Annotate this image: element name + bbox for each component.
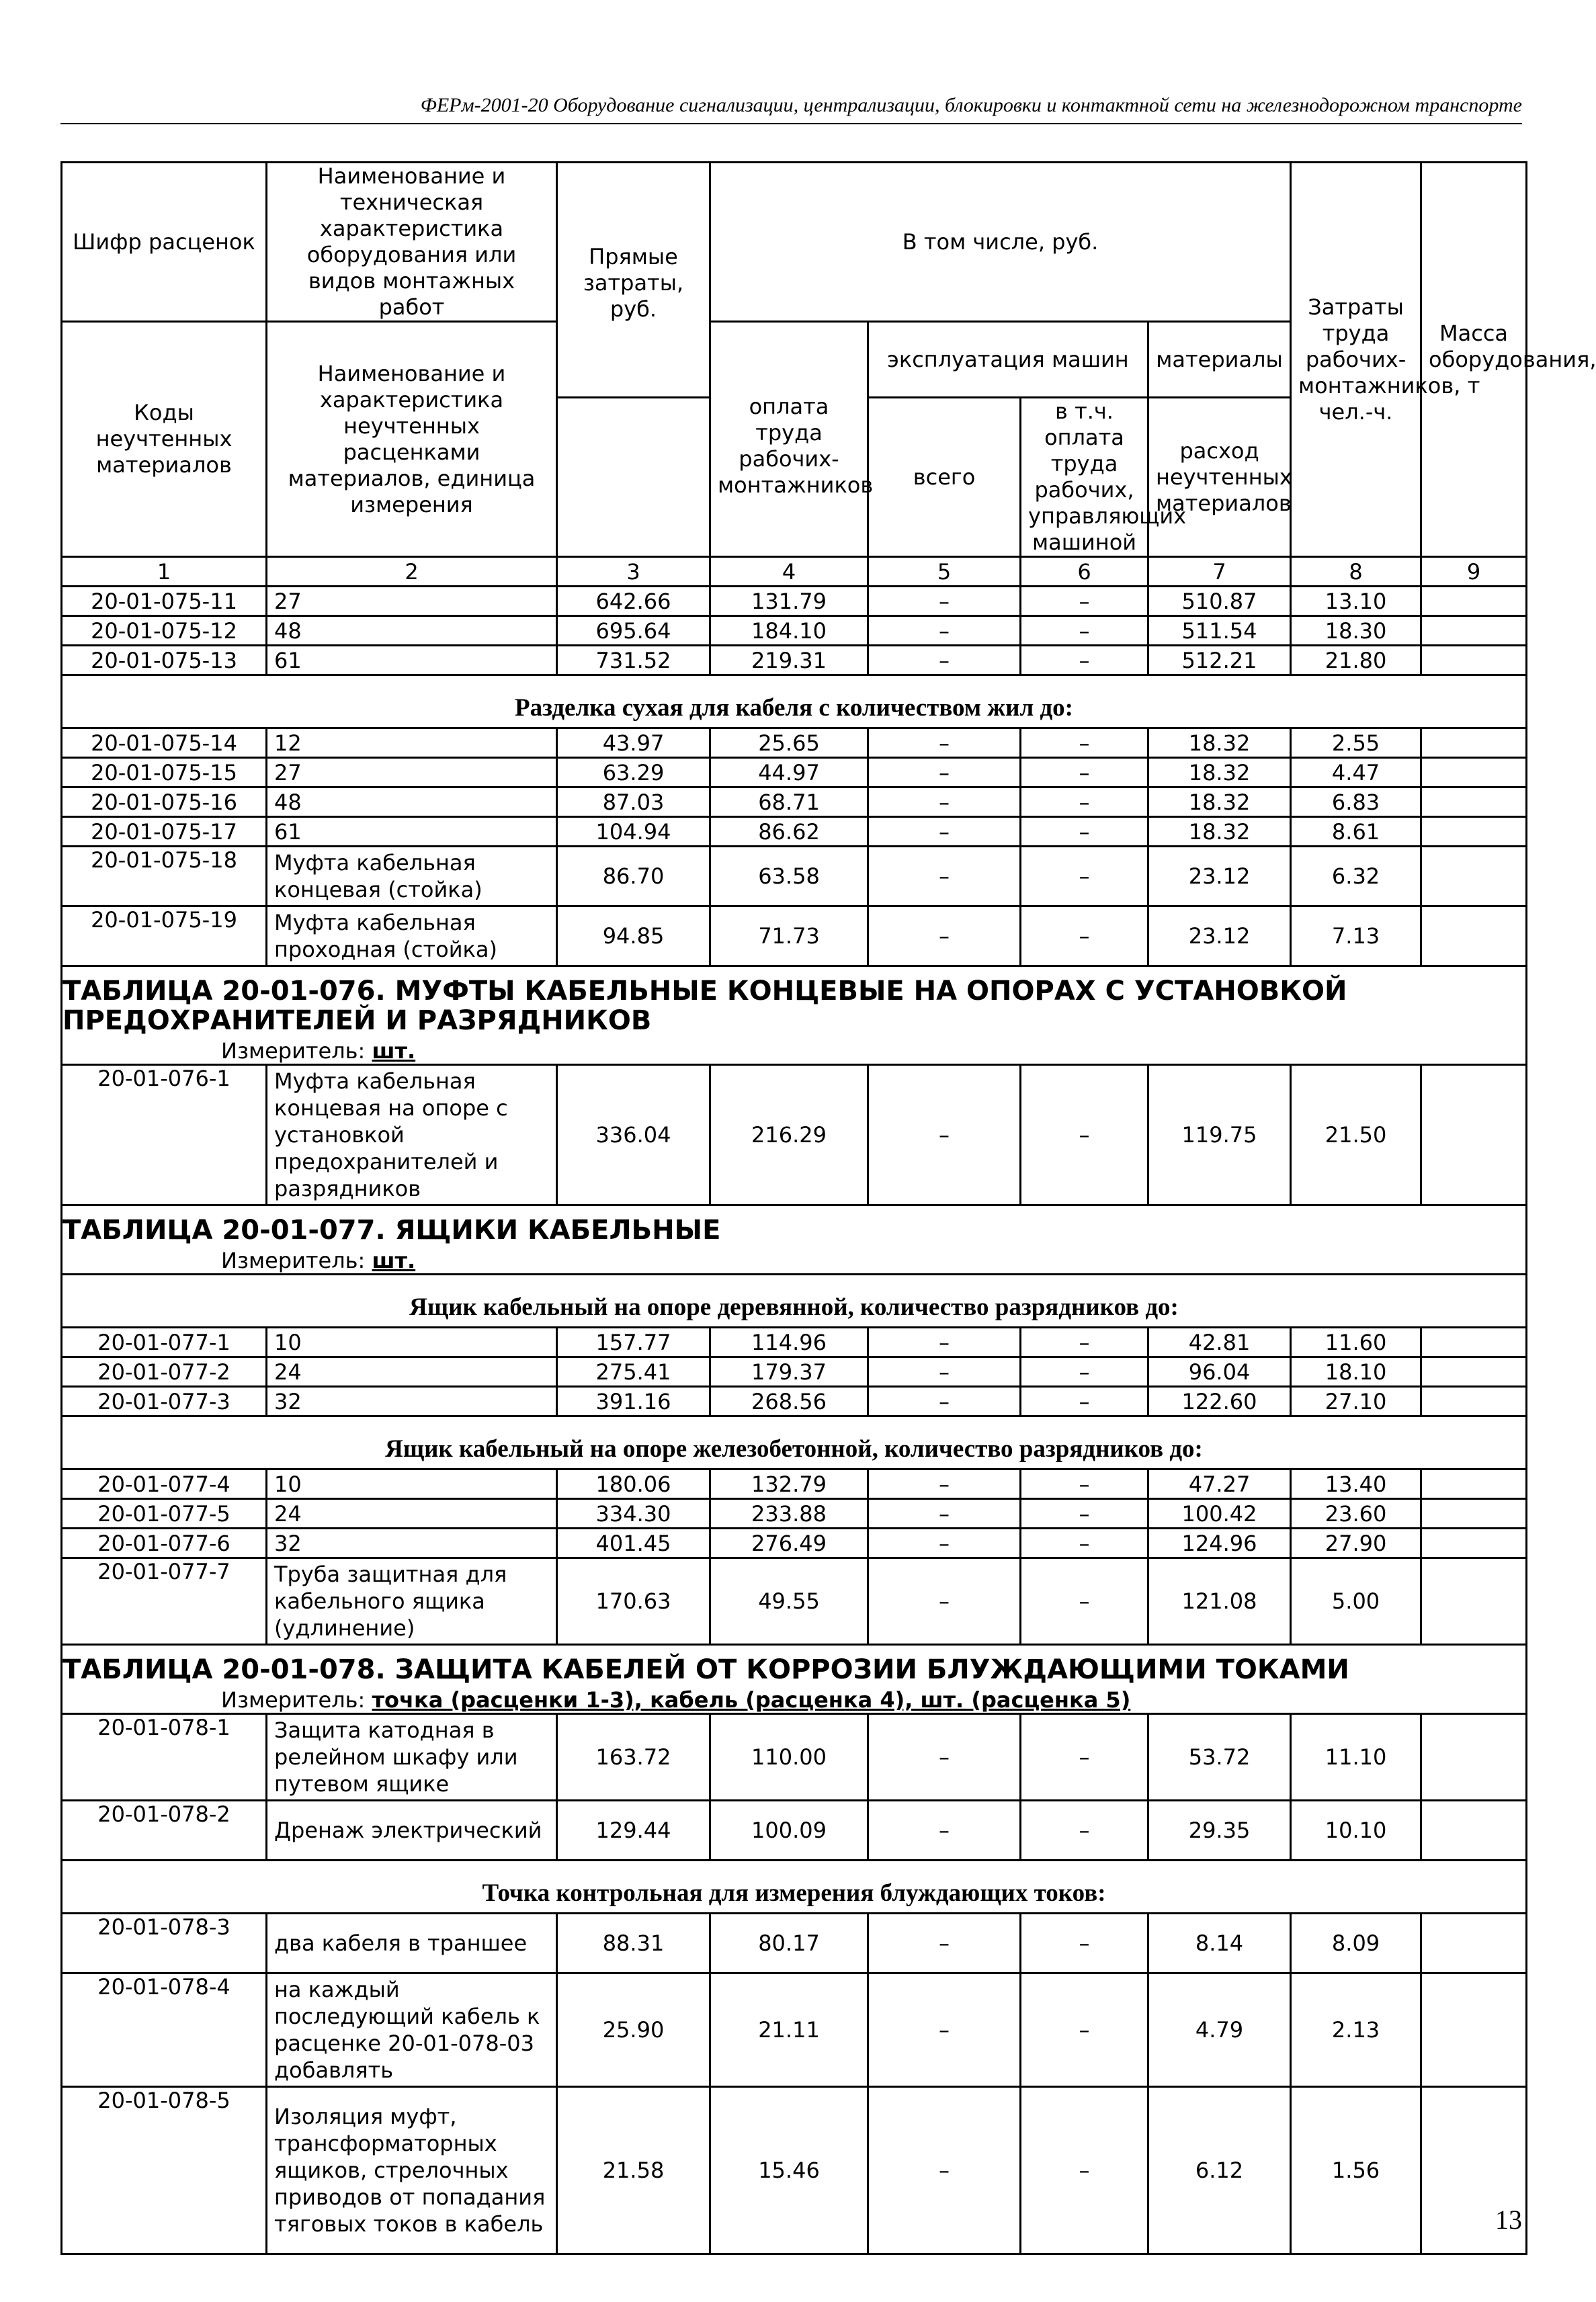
header-machines-total: всего (868, 398, 1021, 557)
machines-total: – (868, 1387, 1021, 1416)
direct-costs: 336.04 (557, 1065, 710, 1205)
materials: 42.81 (1148, 1328, 1291, 1357)
direct-costs: 157.77 (557, 1328, 710, 1357)
direct-costs: 129.44 (557, 1801, 710, 1861)
mass (1421, 1499, 1527, 1529)
direct-costs: 86.70 (557, 847, 710, 906)
wages: 131.79 (710, 587, 868, 616)
rate-code: 20-01-077-1 (62, 1328, 267, 1357)
header-name-materials: Наименование и характеристика неучтенных расценками материалов, единица измерения (267, 322, 557, 557)
item-name: Муфта кабельная проходная (стойка) (267, 906, 557, 966)
col-num: 6 (1021, 557, 1148, 587)
materials: 18.32 (1148, 817, 1291, 847)
wages: 268.56 (710, 1387, 868, 1416)
materials: 512.21 (1148, 646, 1291, 675)
machines-wages: – (1021, 728, 1148, 758)
table-row (62, 1914, 1527, 1973)
mass (1421, 728, 1527, 758)
direct-costs: 88.31 (557, 1914, 710, 1973)
machines-wages: – (1021, 646, 1148, 675)
labor: 4.47 (1291, 758, 1421, 787)
machines-wages: – (1021, 1387, 1148, 1416)
item-name: 10 (267, 1469, 557, 1499)
machines-total: – (868, 1065, 1021, 1205)
header-empty (557, 398, 710, 557)
col-num: 2 (267, 557, 557, 587)
labor: 5.00 (1291, 1558, 1421, 1645)
materials: 510.87 (1148, 587, 1291, 616)
section-title: Ящик кабельный на опоре железобетонной, количество разрядников до: (62, 1416, 1527, 1469)
item-name: Изоляция муфт, трансформаторных ящиков, стрелочных приводов от попадания тяговых токов в кабель (267, 2087, 557, 2254)
item-name: Муфта кабельная концевая на опоре с установкой предохранителей и разрядников (267, 1065, 557, 1205)
machines-total: – (868, 1714, 1021, 1801)
machines-wages: – (1021, 1499, 1148, 1529)
direct-costs: 63.29 (557, 758, 710, 787)
rate-code: 20-01-077-6 (62, 1529, 267, 1558)
item-name: 61 (267, 817, 557, 847)
table-title-row (62, 966, 1527, 1039)
rate-code: 20-01-075-19 (62, 906, 267, 966)
machines-wages: – (1021, 2087, 1148, 2254)
direct-costs: 334.30 (557, 1499, 710, 1529)
wages: 68.71 (710, 787, 868, 817)
materials: 122.60 (1148, 1387, 1291, 1416)
machines-wages: – (1021, 616, 1148, 646)
table-row (62, 1357, 1527, 1387)
mass (1421, 787, 1527, 817)
machines-wages: – (1021, 1973, 1148, 2087)
machines-total: – (868, 847, 1021, 906)
machines-total: – (868, 1499, 1021, 1529)
table-title (62, 1205, 1527, 1248)
item-name: два кабеля в траншее (267, 1914, 557, 1973)
wages: 86.62 (710, 817, 868, 847)
rate-code: 20-01-077-4 (62, 1469, 267, 1499)
machines-wages: – (1021, 847, 1148, 906)
direct-costs: 275.41 (557, 1357, 710, 1387)
measure (62, 1687, 1527, 1714)
table-row (62, 1065, 1527, 1205)
section-row (62, 675, 1527, 728)
header-rule (60, 123, 1522, 124)
header-machines: эксплуатация машин (868, 322, 1148, 398)
mass (1421, 616, 1527, 646)
labor: 11.60 (1291, 1328, 1421, 1357)
item-name: 12 (267, 728, 557, 758)
wages: 179.37 (710, 1357, 868, 1387)
labor: 8.09 (1291, 1914, 1421, 1973)
column-numbers-row (62, 557, 1527, 587)
rate-code: 20-01-077-5 (62, 1499, 267, 1529)
machines-wages: – (1021, 817, 1148, 847)
materials: 8.14 (1148, 1914, 1291, 1973)
direct-costs: 163.72 (557, 1714, 710, 1801)
item-name: 48 (267, 616, 557, 646)
mass (1421, 1973, 1527, 2087)
machines-total: – (868, 758, 1021, 787)
mass (1421, 1529, 1527, 1558)
item-name: Муфта кабельная концевая (стойка) (267, 847, 557, 906)
wages: 21.11 (710, 1973, 868, 2087)
measure-row (62, 1687, 1527, 1714)
machines-wages: – (1021, 587, 1148, 616)
header-labor: Затраты труда рабочих-монтажников, чел.-ч. (1291, 163, 1421, 557)
direct-costs: 642.66 (557, 587, 710, 616)
table-row (62, 1714, 1527, 1801)
machines-wages: – (1021, 758, 1148, 787)
item-name: 24 (267, 1357, 557, 1387)
header-unaccounted-materials: расход неучтенных материалов (1148, 398, 1291, 557)
machines-total: – (868, 616, 1021, 646)
wages: 25.65 (710, 728, 868, 758)
wages: 15.46 (710, 2087, 868, 2254)
rate-code: 20-01-078-1 (62, 1714, 267, 1801)
wages: 100.09 (710, 1801, 868, 1861)
machines-wages: – (1021, 1801, 1148, 1861)
rate-code: 20-01-077-3 (62, 1387, 267, 1416)
item-name: 27 (267, 758, 557, 787)
direct-costs: 401.45 (557, 1529, 710, 1558)
rate-code: 20-01-078-5 (62, 2087, 267, 2254)
table-row (62, 1801, 1527, 1861)
direct-costs: 43.97 (557, 728, 710, 758)
rate-code: 20-01-075-16 (62, 787, 267, 817)
machines-total: – (868, 1914, 1021, 1973)
table-row (62, 2087, 1527, 2254)
rate-code: 20-01-078-3 (62, 1914, 267, 1973)
col-num: 7 (1148, 557, 1291, 587)
mass (1421, 1328, 1527, 1357)
table-title (62, 1645, 1527, 1688)
page-number: 13 (1495, 2205, 1522, 2235)
rate-code: 20-01-076-1 (62, 1065, 267, 1205)
materials: 6.12 (1148, 2087, 1291, 2254)
wages: 80.17 (710, 1914, 868, 1973)
machines-wages: – (1021, 1065, 1148, 1205)
col-num: 4 (710, 557, 868, 587)
table-row (62, 1558, 1527, 1645)
materials: 23.12 (1148, 847, 1291, 906)
machines-total: – (868, 587, 1021, 616)
mass (1421, 1387, 1527, 1416)
rate-code: 20-01-075-13 (62, 646, 267, 675)
labor: 8.61 (1291, 817, 1421, 847)
wages: 114.96 (710, 1328, 868, 1357)
col-num: 5 (868, 557, 1021, 587)
labor: 18.30 (1291, 616, 1421, 646)
mass (1421, 646, 1527, 675)
wages: 184.10 (710, 616, 868, 646)
table-row (62, 1529, 1527, 1558)
table-title-row (62, 1645, 1527, 1688)
header-code-materials: Коды неучтенных материалов (62, 322, 267, 557)
section-row (62, 1861, 1527, 1914)
item-name: 32 (267, 1529, 557, 1558)
mass (1421, 758, 1527, 787)
machines-wages: – (1021, 1529, 1148, 1558)
direct-costs: 94.85 (557, 906, 710, 966)
materials: 119.75 (1148, 1065, 1291, 1205)
table-row (62, 847, 1527, 906)
col-num: 8 (1291, 557, 1421, 587)
direct-costs: 104.94 (557, 817, 710, 847)
item-name: 10 (267, 1328, 557, 1357)
mass (1421, 1558, 1527, 1645)
table-row (62, 1973, 1527, 2087)
labor: 21.80 (1291, 646, 1421, 675)
labor: 11.10 (1291, 1714, 1421, 1801)
section-title: Ящик кабельный на опоре деревянной, количество разрядников до: (62, 1275, 1527, 1328)
item-name: Защита катодная в релейном шкафу или путевом ящике (267, 1714, 557, 1801)
section-row (62, 1416, 1527, 1469)
materials: 23.12 (1148, 906, 1291, 966)
machines-wages: – (1021, 1914, 1148, 1973)
item-name: 48 (267, 787, 557, 817)
table-row (62, 1387, 1527, 1416)
table-row (62, 616, 1527, 646)
direct-costs: 391.16 (557, 1387, 710, 1416)
materials: 18.32 (1148, 758, 1291, 787)
labor: 10.10 (1291, 1801, 1421, 1861)
direct-costs: 695.64 (557, 616, 710, 646)
measure-label: Измеритель: (221, 1038, 366, 1064)
col-num: 1 (62, 557, 267, 587)
machines-wages: – (1021, 1469, 1148, 1499)
machines-total: – (868, 1529, 1021, 1558)
labor: 27.10 (1291, 1387, 1421, 1416)
rate-code: 20-01-075-14 (62, 728, 267, 758)
mass (1421, 817, 1527, 847)
rate-code: 20-01-075-11 (62, 587, 267, 616)
labor: 13.10 (1291, 587, 1421, 616)
materials: 18.32 (1148, 728, 1291, 758)
machines-total: – (868, 817, 1021, 847)
machines-total: – (868, 906, 1021, 966)
measure (62, 1248, 1527, 1275)
wages: 216.29 (710, 1065, 868, 1205)
machines-total: – (868, 2087, 1021, 2254)
direct-costs: 87.03 (557, 787, 710, 817)
wages: 110.00 (710, 1714, 868, 1801)
materials: 29.35 (1148, 1801, 1291, 1861)
materials: 47.27 (1148, 1469, 1291, 1499)
mass (1421, 587, 1527, 616)
table-title-text: ТАБЛИЦА 20-01-078. ЗАЩИТА КАБЕЛЕЙ ОТ КОРРОЗИИ БЛУЖДАЮЩИМИ ТОКАМИ (62, 1654, 1349, 1685)
labor: 6.83 (1291, 787, 1421, 817)
header-direct-costs: Прямые затраты, руб. (557, 163, 710, 398)
rates-table (60, 161, 1596, 2255)
materials: 18.32 (1148, 787, 1291, 817)
machines-total: – (868, 1328, 1021, 1357)
machines-total: – (868, 646, 1021, 675)
section-row (62, 1275, 1527, 1328)
header-mass: Масса оборудования, т (1421, 163, 1527, 557)
header-machines-wages: в т.ч. оплата труда рабочих, управляющих машиной (1021, 398, 1148, 557)
materials: 53.72 (1148, 1714, 1291, 1801)
labor: 2.55 (1291, 728, 1421, 758)
rate-code: 20-01-075-18 (62, 847, 267, 906)
mass (1421, 1714, 1527, 1801)
machines-total: – (868, 1801, 1021, 1861)
direct-costs: 25.90 (557, 1973, 710, 2087)
machines-wages: – (1021, 787, 1148, 817)
header-code: Шифр расценок (62, 163, 267, 322)
item-name: 24 (267, 1499, 557, 1529)
labor: 23.60 (1291, 1499, 1421, 1529)
wages: 219.31 (710, 646, 868, 675)
mass (1421, 1801, 1527, 1861)
machines-total: – (868, 1558, 1021, 1645)
item-name: 61 (267, 646, 557, 675)
table-title (62, 966, 1527, 1039)
machines-total: – (868, 1357, 1021, 1387)
table-row (62, 758, 1527, 787)
measure-value: шт. (372, 1248, 416, 1273)
rate-code: 20-01-077-2 (62, 1357, 267, 1387)
rates-table-container (60, 161, 1596, 2237)
section-title: Точка контрольная для измерения блуждающих токов: (62, 1861, 1527, 1914)
machines-wages: – (1021, 1328, 1148, 1357)
rate-code: 20-01-077-7 (62, 1558, 267, 1645)
rate-code: 20-01-078-4 (62, 1973, 267, 2087)
wages: 49.55 (710, 1558, 868, 1645)
measure-label: Измеритель: (221, 1687, 366, 1713)
header-materials: материалы (1148, 322, 1291, 398)
section-title: Разделка сухая для кабеля с количеством жил до: (62, 675, 1527, 728)
wages: 44.97 (710, 758, 868, 787)
mass (1421, 1469, 1527, 1499)
table-row (62, 787, 1527, 817)
table-title-row (62, 1205, 1527, 1248)
mass (1421, 847, 1527, 906)
wages: 233.88 (710, 1499, 868, 1529)
machines-wages: – (1021, 1558, 1148, 1645)
header-incl: В том числе, руб. (710, 163, 1291, 322)
table-row (62, 1328, 1527, 1357)
rate-code: 20-01-075-17 (62, 817, 267, 847)
mass (1421, 1065, 1527, 1205)
mass (1421, 1357, 1527, 1387)
labor: 13.40 (1291, 1469, 1421, 1499)
running-header: ФЕРм-2001-20 Оборудование сигнализации, централизации, блокировки и контактной сети на железнодорожном транспорте (420, 94, 1522, 116)
labor: 7.13 (1291, 906, 1421, 966)
table-row (62, 587, 1527, 616)
item-name: 27 (267, 587, 557, 616)
labor: 18.10 (1291, 1357, 1421, 1387)
measure-row (62, 1248, 1527, 1275)
table-title-text: ТАБЛИЦА 20-01-076. МУФТЫ КАБЕЛЬНЫЕ КОНЦЕВЫЕ НА ОПОРАХ С УСТАНОВКОЙ ПРЕДОХРАНИТЕЛЕЙ И РАЗРЯДНИКОВ (62, 976, 1347, 1036)
col-num: 9 (1421, 557, 1527, 587)
rate-code: 20-01-078-2 (62, 1801, 267, 1861)
table-title-text: ТАБЛИЦА 20-01-077. ЯЩИКИ КАБЕЛЬНЫЕ (62, 1215, 721, 1246)
materials: 4.79 (1148, 1973, 1291, 2087)
labor: 2.13 (1291, 1973, 1421, 2087)
item-name: 32 (267, 1387, 557, 1416)
machines-total: – (868, 728, 1021, 758)
header-row-1 (62, 163, 1527, 322)
machines-wages: – (1021, 1714, 1148, 1801)
wages: 276.49 (710, 1529, 868, 1558)
machines-total: – (868, 1973, 1021, 2087)
mass (1421, 906, 1527, 966)
materials: 100.42 (1148, 1499, 1291, 1529)
measure-label: Измеритель: (221, 1248, 366, 1273)
table-row (62, 728, 1527, 758)
labor: 6.32 (1291, 847, 1421, 906)
table-row (62, 1469, 1527, 1499)
labor: 21.50 (1291, 1065, 1421, 1205)
header-name: Наименование и техническая характеристика оборудования или видов монтажных работ (267, 163, 557, 322)
table-row (62, 817, 1527, 847)
item-name: Труба защитная для кабельного ящика (удлинение) (267, 1558, 557, 1645)
direct-costs: 180.06 (557, 1469, 710, 1499)
wages: 71.73 (710, 906, 868, 966)
materials: 124.96 (1148, 1529, 1291, 1558)
machines-total: – (868, 1469, 1021, 1499)
direct-costs: 170.63 (557, 1558, 710, 1645)
labor: 1.56 (1291, 2087, 1421, 2254)
col-num: 3 (557, 557, 710, 587)
machines-total: – (868, 787, 1021, 817)
labor: 27.90 (1291, 1529, 1421, 1558)
item-name: Дренаж электрический (267, 1801, 557, 1861)
wages: 132.79 (710, 1469, 868, 1499)
machines-wages: – (1021, 1357, 1148, 1387)
materials: 96.04 (1148, 1357, 1291, 1387)
measure (62, 1038, 1527, 1065)
direct-costs: 731.52 (557, 646, 710, 675)
table-row (62, 1499, 1527, 1529)
machines-wages: – (1021, 906, 1148, 966)
table-row (62, 906, 1527, 966)
measure-value: точка (расценки 1-3), кабель (расценка 4), шт. (расценка 5) (372, 1687, 1131, 1713)
materials: 511.54 (1148, 616, 1291, 646)
materials: 121.08 (1148, 1558, 1291, 1645)
mass (1421, 1914, 1527, 1973)
table-row (62, 646, 1527, 675)
direct-costs: 21.58 (557, 2087, 710, 2254)
rate-code: 20-01-075-12 (62, 616, 267, 646)
wages: 63.58 (710, 847, 868, 906)
rate-code: 20-01-075-15 (62, 758, 267, 787)
item-name: на каждый последующий кабель к расценке 20-01-078-03 добавлять (267, 1973, 557, 2087)
measure-value: шт. (372, 1038, 416, 1064)
measure-row (62, 1038, 1527, 1065)
header-wages: оплата труда рабочих-монтажников (710, 322, 868, 557)
